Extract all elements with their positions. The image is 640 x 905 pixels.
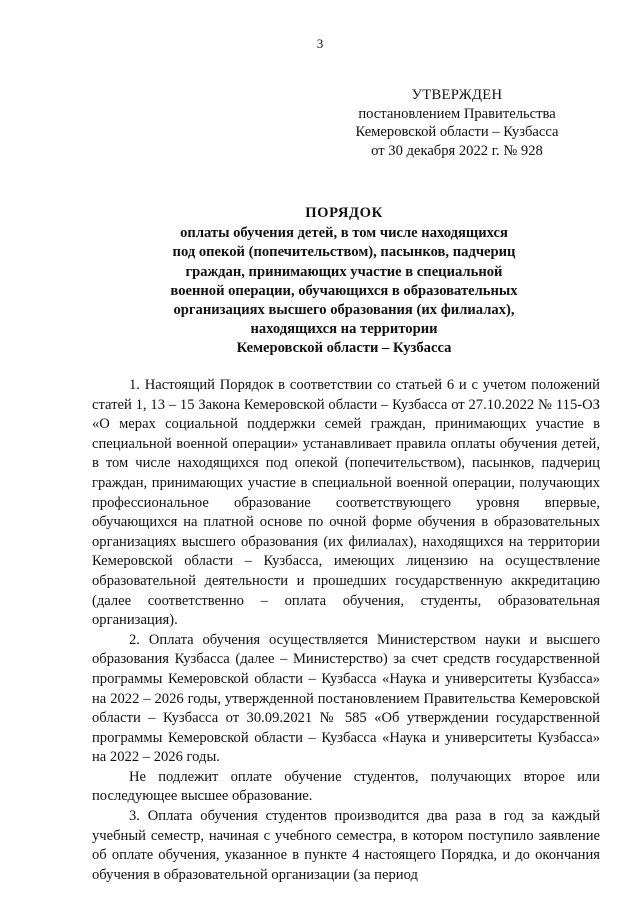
title-main: ПОРЯДОК	[305, 205, 383, 221]
title-line: Кемеровской области – Кузбасса	[236, 340, 452, 357]
approval-line: от 30 декабря 2022 г. № 928	[371, 142, 543, 159]
title-line: организациях высшего образования (их филиалах),	[173, 302, 515, 319]
document-body	[92, 376, 600, 885]
approval-line: Кемеровской области – Кузбасса	[355, 124, 559, 140]
paragraph-1: 1. Настоящий Порядок в соответствии со статьей 6 и с учетом положений статей 1, 13 – 15 Закона Кемеровской области – Кузбасса от 27.10.2022 № 115-ОЗ «О мерах социальной поддержки семей граждан, принимающих участие в специальной военной операции» устанавливает правила оплаты обучения детей, в том числе находящихся под опекой (попечительством), пасынков, падчериц граждан, принимающих участие в специальной военной операции, получающих профессиональное образование соответствующего уровня впервые, обучающихся на платной основе по очной форме обучения в образовательных организациях высшего образования (их филиалах), находящихся на территории Кемеровской области – Кузбасса, имеющих лицензию на осуществление образовательной деятельности и прошедших государственную аккредитацию (далее соответственно – оплата обучения, студенты, образовательная организация).	[92, 377, 600, 629]
title-line: находящихся на территории	[250, 321, 438, 338]
approval-heading: УТВЕРЖДЕН	[411, 87, 503, 103]
approval-block	[332, 86, 582, 160]
title-line: оплаты обучения детей, в том числе находящихся	[180, 225, 508, 242]
title-line: граждан, принимающих участие в специальной	[185, 263, 503, 280]
title-line: под опекой (попечительством), пасынков, падчериц	[172, 244, 516, 261]
page-number: 3	[316, 36, 324, 51]
approval-line: постановлением Правительства	[358, 105, 556, 122]
paragraph-2: 2. Оплата обучения осуществляется Министерством науки и высшего образования Кузбасса (далее – Министерство) за счет средств государственной программы Кемеровской области – Кузбасса «Наука и университеты Кузбасса» на 2022 – 2026 годы, утвержденной постановлением Правительства Кемеровской области – Кузбасса от 30.09.2021 № 585 «Об утверждении государственной программы Кемеровской области – Кузбасса «Наука и университеты Кузбасса» на 2022 – 2026 годы.	[92, 631, 600, 766]
document-title	[96, 204, 592, 359]
paragraph-2-note: Не подлежит оплате обучение студентов, получающих второе или последующее высшее образование.	[92, 768, 600, 805]
paragraph-3: 3. Оплата обучения студентов производится два раза в год за каждый учебный семестр, начиная с учебного семестра, в котором поступило заявление об оплате обучения, указанное в пункте 4 настоящего Порядка, и до окончания обучения в образовательной организации (за период	[92, 808, 600, 883]
title-line: военной операции, обучающихся в образовательных	[170, 282, 518, 299]
